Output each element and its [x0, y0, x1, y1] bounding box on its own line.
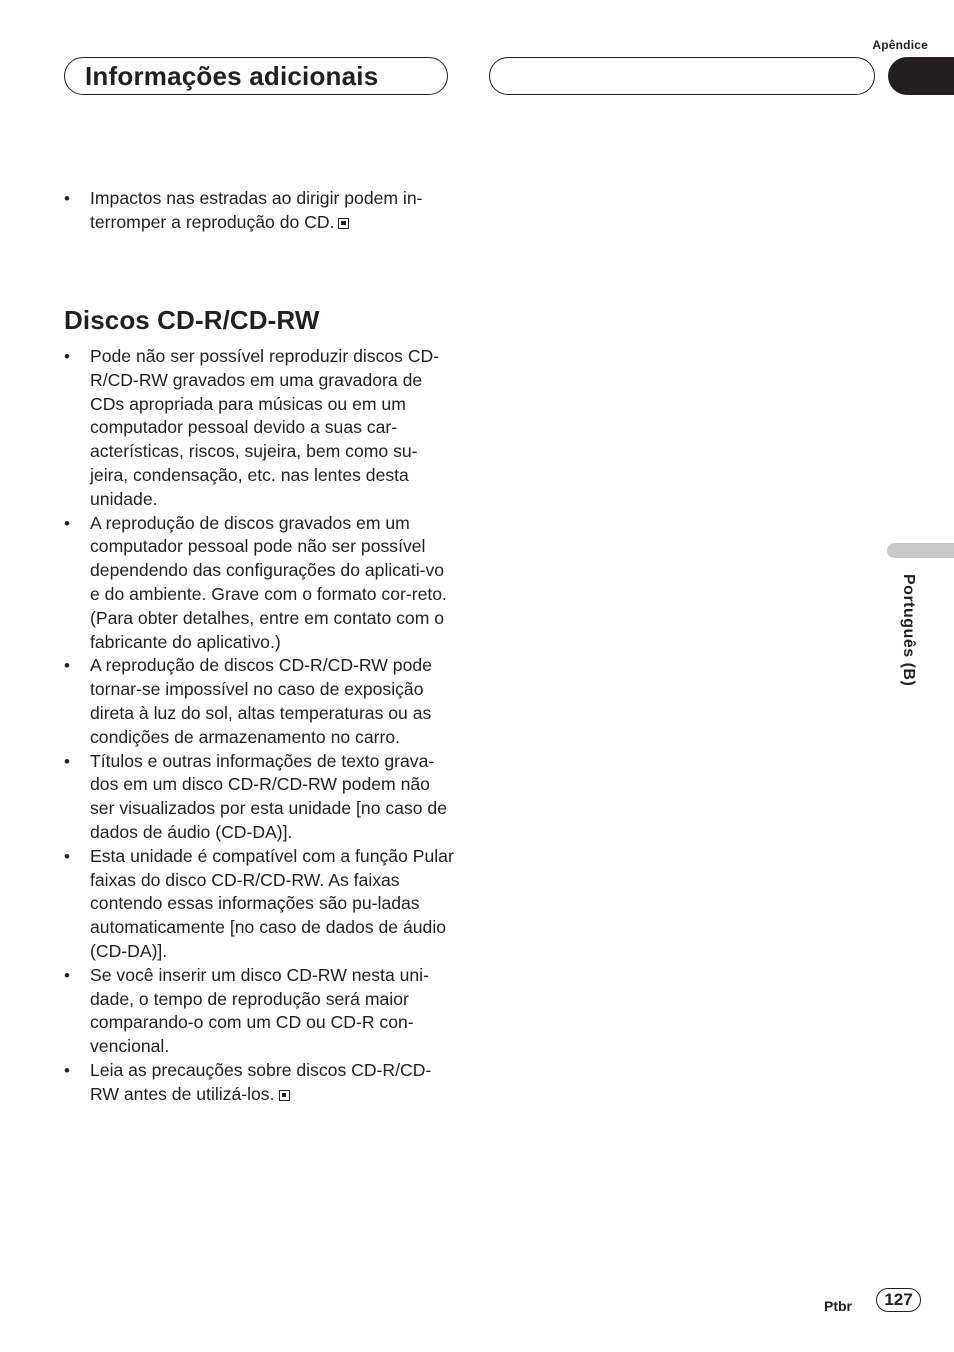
bullet-text: A reprodução de discos gravados em um computador pessoal pode não ser possível dependendo das configurações do aplicati-vo e do ambiente. Grave com o formato cor-reto. (Para obter detalhes, entre em contato com o fabricante do aplicativo.) — [90, 512, 447, 652]
list-item — [64, 187, 454, 235]
list-item — [64, 345, 454, 512]
bullet-icon: • — [64, 1060, 70, 1080]
end-of-section-icon — [279, 1090, 290, 1101]
language-tab-marker — [887, 543, 954, 558]
bullet-icon: • — [64, 656, 70, 676]
bullet-icon: • — [64, 189, 70, 208]
bullet-icon: • — [64, 347, 70, 366]
section-tab-marker — [888, 57, 954, 95]
cd-bullet-list — [64, 345, 454, 1107]
list-item — [64, 845, 454, 964]
bullet-icon: • — [64, 751, 70, 771]
bullet-text: A reprodução de discos CD-R/CD-RW pode tornar-se impossível no caso de exposição direta à luz do sol, altas temperaturas ou as condições de armazenamento no carro. — [90, 655, 432, 747]
bullet-text: Impactos nas estradas ao dirigir podem in-terromper a reprodução do CD. — [90, 188, 423, 232]
empty-header-pill — [489, 57, 875, 95]
section-heading: Discos CD-R/CD-RW — [64, 305, 320, 335]
chapter-title-pill — [64, 57, 448, 95]
list-item — [64, 512, 454, 655]
list-item — [64, 654, 454, 749]
intro-bullet-list — [64, 187, 454, 235]
list-item — [64, 1059, 454, 1107]
list-item — [64, 750, 454, 845]
section-label: Apêndice — [872, 38, 928, 52]
bullet-text: Pode não ser possível reproduzir discos CD-R/CD-RW gravados em uma gravadora de CDs apropriada para músicas ou em um computador pessoal devido a suas car-acterísticas, riscos, sujeira, bem como su-jeira, condensação, etc. nas lentes desta unidade. — [90, 346, 440, 509]
side-language-label: Português (B) — [900, 574, 917, 687]
end-of-section-icon — [338, 218, 349, 229]
bullet-icon: • — [64, 846, 70, 866]
bullet-icon: • — [64, 965, 70, 985]
bullet-text: Se você inserir um disco CD-RW nesta uni-dade, o tempo de reprodução será maior comparando-o com um CD ou CD-R con-vencional. — [90, 964, 429, 1057]
page-number: 127 — [876, 1288, 921, 1312]
footer-language-code: Ptbr — [824, 1298, 852, 1314]
bullet-icon: • — [64, 513, 70, 533]
bullet-text: Esta unidade é compatível com a função Pular faixas do disco CD-R/CD-RW. As faixas contendo essas informações são pu-ladas automaticamente [no caso de dados de áudio (CD-DA)]. — [90, 845, 454, 961]
list-item — [64, 964, 454, 1059]
chapter-title: Informações adicionais — [85, 60, 379, 91]
bullet-text: Leia as precauções sobre discos CD-R/CD-RW antes de utilizá-los. — [90, 1059, 432, 1104]
bullet-text: Títulos e outras informações de texto grava-dos em um disco CD-R/CD-RW podem não ser visualizados por esta unidade [no caso de dados de áudio (CD-DA)]. — [90, 750, 447, 842]
